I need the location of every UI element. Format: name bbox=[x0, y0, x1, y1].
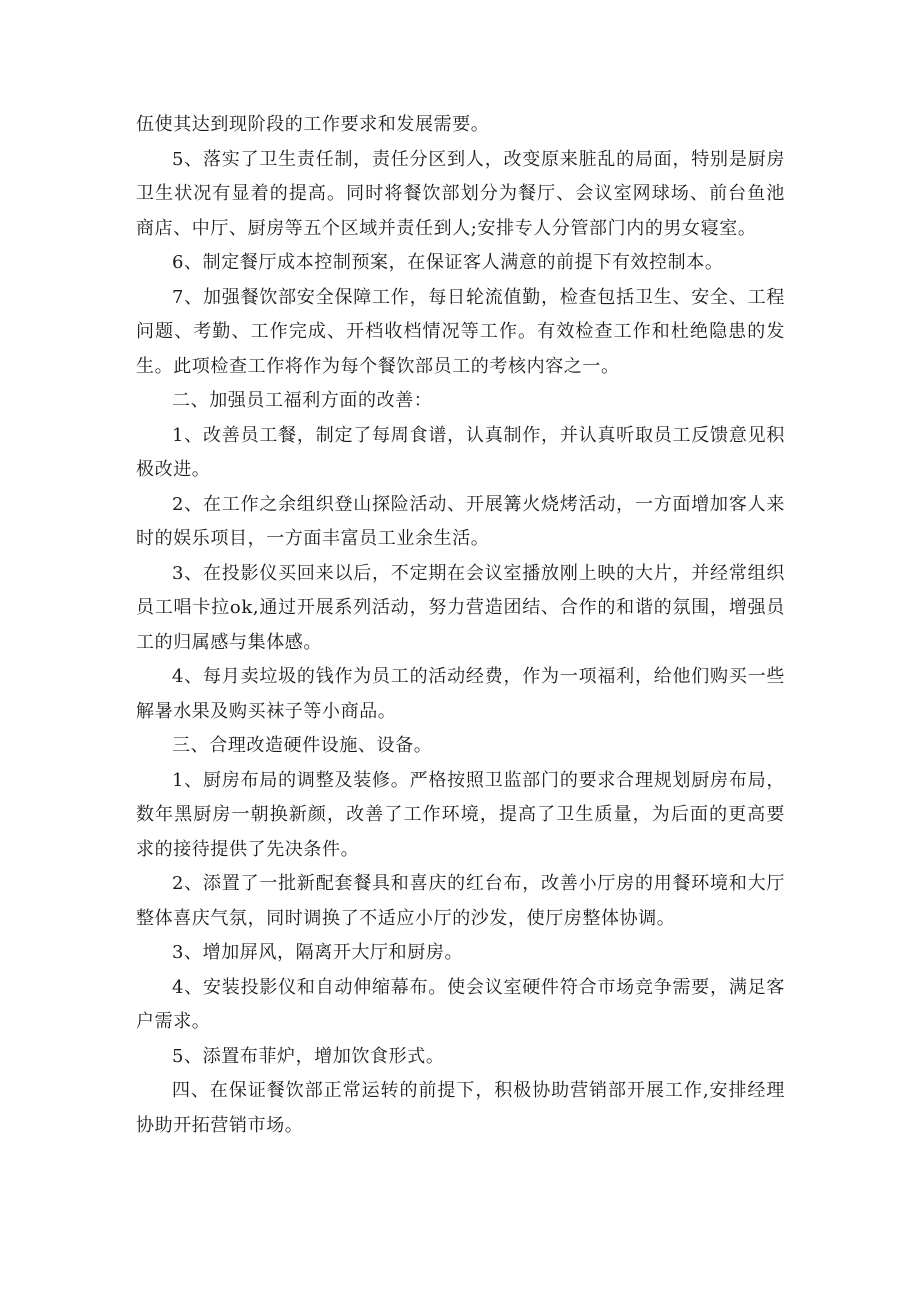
paragraph-welfare-2: 2、在工作之余组织登山探险活动、开展篝火烧烤活动，一方面增加客人来时的娱乐项目，一方面丰富员工业余生活。 bbox=[136, 493, 785, 549]
paragraph-hardware-3: 3、增加屏风，隔离开大厅和厨房。 bbox=[172, 942, 464, 963]
paragraph-item-5-hygiene: 5、落实了卫生责任制，责任分区到人，改变原来脏乱的局面，特别是厨房卫生状况有显着的提高。同时将餐饮部划分为餐厅、会议室网球场、前台鱼池商店、中厅、厨房等五个区域并责任到人;安排专人分管部门内的男女寝室。 bbox=[136, 148, 785, 239]
paragraph-welfare-1: 1、改善员工餐，制定了每周食谱，认真制作，并认真听取员工反馈意见积极改进。 bbox=[136, 424, 785, 480]
paragraph-continuation: 伍使其达到现阶段的工作要求和发展需要。 bbox=[136, 114, 490, 135]
paragraph-welfare-4: 4、每月卖垃圾的钱作为员工的活动经费，作为一项福利，给他们购买一些解暑水果及购买袜子等小商品。 bbox=[136, 666, 785, 722]
paragraph-welfare-3: 3、在投影仪买回来以后，不定期在会议室播放刚上映的大片，并经常组织员工唱卡拉ok,通过开展系列活动，努力营造团结、合作的和谐的氛围，增强员工的归属感与集体感。 bbox=[136, 562, 785, 653]
paragraph-item-6-cost-control: 6、制定餐厅成本控制预案，在保证客人满意的前提下有效控制本。 bbox=[172, 252, 724, 273]
paragraph-hardware-1: 1、厨房布局的调整及装修。严格按照卫监部门的要求合理规划厨房布局，数年黑厨房一朝换新颜，改善了工作环境，提高了卫生质量，为后面的更高要求的接待提供了先决条件。 bbox=[136, 769, 785, 860]
section-heading-2: 二、加强员工福利方面的改善： bbox=[172, 390, 433, 411]
section-heading-3: 三、合理改造硬件设施、设备。 bbox=[172, 735, 433, 756]
paragraph-hardware-5: 5、添置布菲炉，增加饮食形式。 bbox=[172, 1045, 445, 1067]
paragraph-hardware-4: 4、安装投影仪和自动伸缩幕布。使会议室硬件符合市场竞争需要，满足客户需求。 bbox=[136, 976, 785, 1032]
paragraph-hardware-2: 2、添置了一批新配套餐具和喜庆的红台布，改善小厅房的用餐环境和大厅整体喜庆气氛，同时调换了不适应小厅的沙发，使厅房整体协调。 bbox=[136, 873, 785, 929]
section-heading-4: 四、在保证餐饮部正常运转的前提下，积极协助营销部开展工作,安排经理协助开拓营销市场。 bbox=[136, 1080, 785, 1136]
paragraph-item-7-safety: 7、加强餐饮部安全保障工作，每日轮流值勤，检查包括卫生、安全、工程问题、考勤、工作完成、开档收档情况等工作。有效检查工作和杜绝隐患的发生。此项检查工作将作为每个餐饮部员工的考核内容之一。 bbox=[136, 286, 785, 377]
